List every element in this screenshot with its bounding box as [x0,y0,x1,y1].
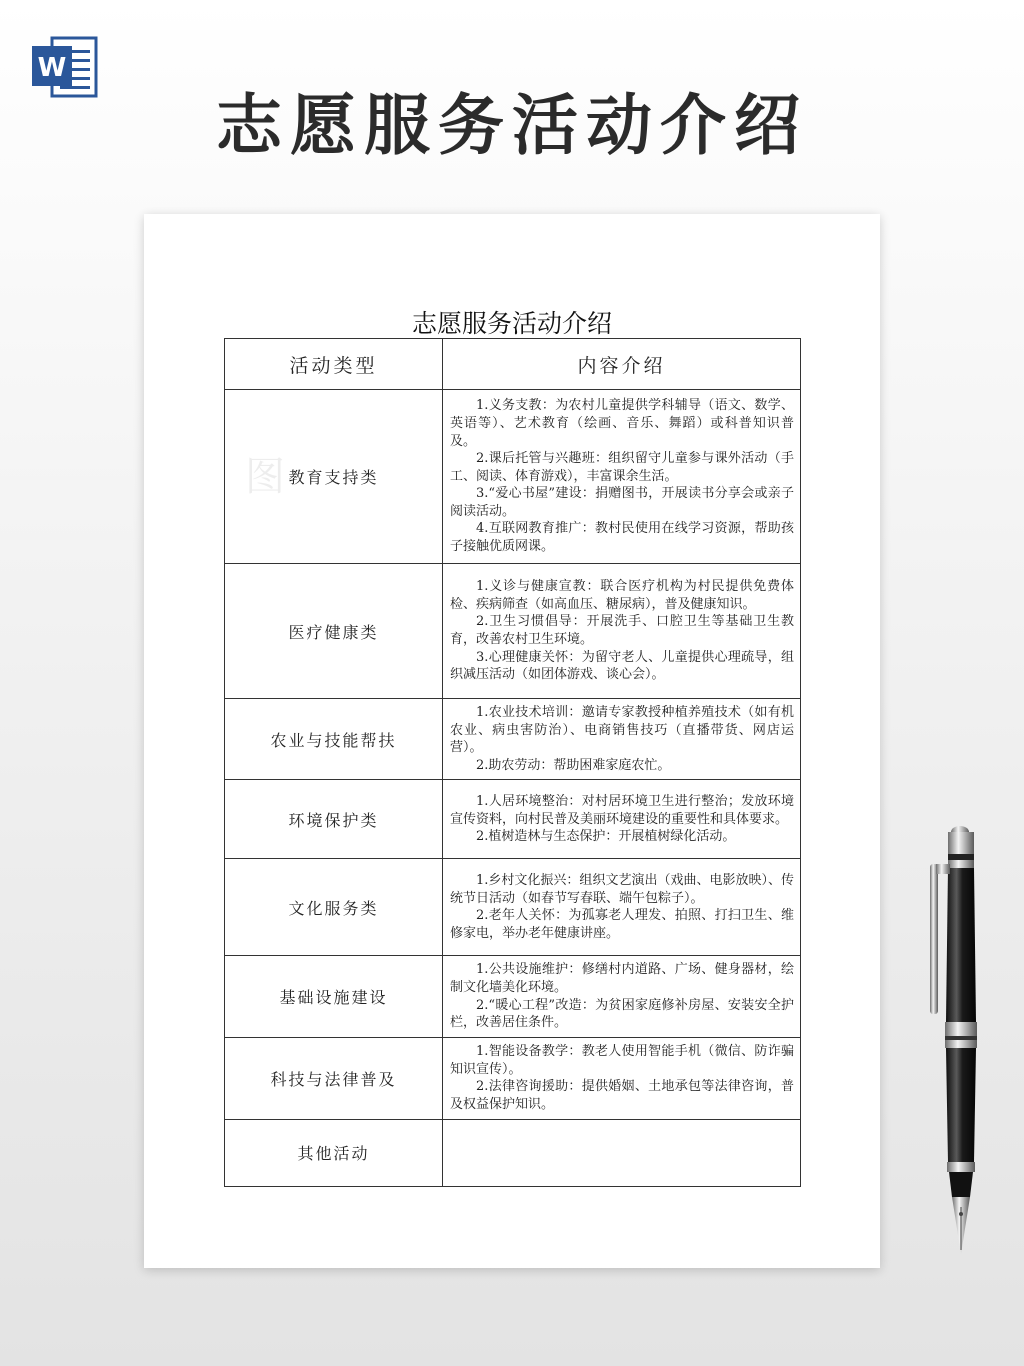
table-row [225,780,801,859]
activity-type: 文化服务类 [225,859,443,956]
activity-type: 农业与技能帮扶 [225,699,443,780]
content-item: 2.助农劳动：帮助困难家庭农忙。 [476,757,671,773]
activity-content [443,390,801,564]
activity-content [443,780,801,859]
table-row [225,699,801,780]
word-icon-letter: W [37,53,67,83]
content-item: 3.“爱心书屋”建设：捐赠图书，开展读书分享会或亲子阅读活动。 [450,486,794,519]
banner-title: 志愿服务活动介绍 [216,87,808,164]
activity-type: 其他活动 [225,1119,443,1186]
content-item: 2.课后托管与兴趣班：组织留守儿童参与课外活动（手工、阅读、体育游戏），丰富课余生活。 [450,451,794,484]
table-header-row [225,339,801,390]
activity-content [443,564,801,699]
activity-content [443,699,801,780]
activity-content [443,859,801,956]
fountain-pen-icon [918,822,988,1262]
activity-type: 基础设施建设 [225,956,443,1037]
content-item: 1.智能设备教学：教老人使用智能手机（微信、防诈骗知识宣传）。 [450,1044,794,1077]
document-page [144,214,880,1268]
content-item: 2.法律咨询援助：提供婚姻、土地承包等法律咨询，普及权益保护知识。 [450,1079,794,1112]
table-row [225,1119,801,1186]
activity-content [443,1119,801,1186]
activity-table [224,338,801,1187]
table-row [225,564,801,699]
content-item: 2.卫生习惯倡导：开展洗手、口腔卫生等基础卫生教育，改善农村卫生环境。 [450,614,794,647]
activity-type: 教育支持类 [225,390,443,564]
content-item: 1.义务支教：为农村儿童提供学科辅导（语文、数学、英语等）、艺术教育（绘画、音乐、舞蹈）或科普知识普及。 [450,398,794,449]
header-content: 内容介绍 [443,339,801,390]
content-item: 4.互联网教育推广：教村民使用在线学习资源，帮助孩子接触优质网课。 [450,521,794,555]
table-row [225,1037,801,1119]
activity-type: 医疗健康类 [225,564,443,699]
table-row [225,956,801,1037]
content-item: 1.义诊与健康宣教：联合医疗机构为村民提供免费体检、疾病筛查（如高血压、糖尿病），普及健康知识。 [450,579,794,612]
activity-content [443,1037,801,1119]
activity-content [443,956,801,1037]
content-item: 2.“暖心工程”改造：为贫困家庭修补房屋、安装安全护栏，改善居住条件。 [450,997,794,1031]
document-title: 志愿服务活动介绍 [411,309,612,338]
activity-type: 环境保护类 [225,780,443,859]
table-row [225,859,801,956]
content-item: 1.乡村文化振兴：组织文艺演出（戏曲、电影放映）、传统节日活动（如春节写春联、端午包粽子）。 [450,873,794,906]
content-item: 2.老年人关怀：为孤寡老人理发、拍照、打扫卫生、维修家电，举办老年健康讲座。 [450,908,794,941]
content-item: 2.植树造林与生态保护：开展植树绿化活动。 [476,829,736,845]
activity-type: 科技与法律普及 [225,1037,443,1119]
table-row [225,390,801,564]
content-item: 1.公共设施维护：修缮村内道路、广场、健身器材，绘制文化墙美化环境。 [450,962,794,995]
content-item: 1.人居环境整治：对村居环境卫生进行整治；发放环境宣传资料，向村民普及美丽环境建设的重要性和具体要求。 [450,793,794,827]
content-item: 3.心理健康关怀：为留守老人、儿童提供心理疏导，组织减压活动（如团体游戏、谈心会）。 [450,649,794,683]
content-item: 1.农业技术培训：邀请专家教授种植养殖技术（如有机农业、病虫害防治）、电商销售技巧（直播带货、网店运营）。 [450,705,794,756]
header-type: 活动类型 [225,339,443,390]
